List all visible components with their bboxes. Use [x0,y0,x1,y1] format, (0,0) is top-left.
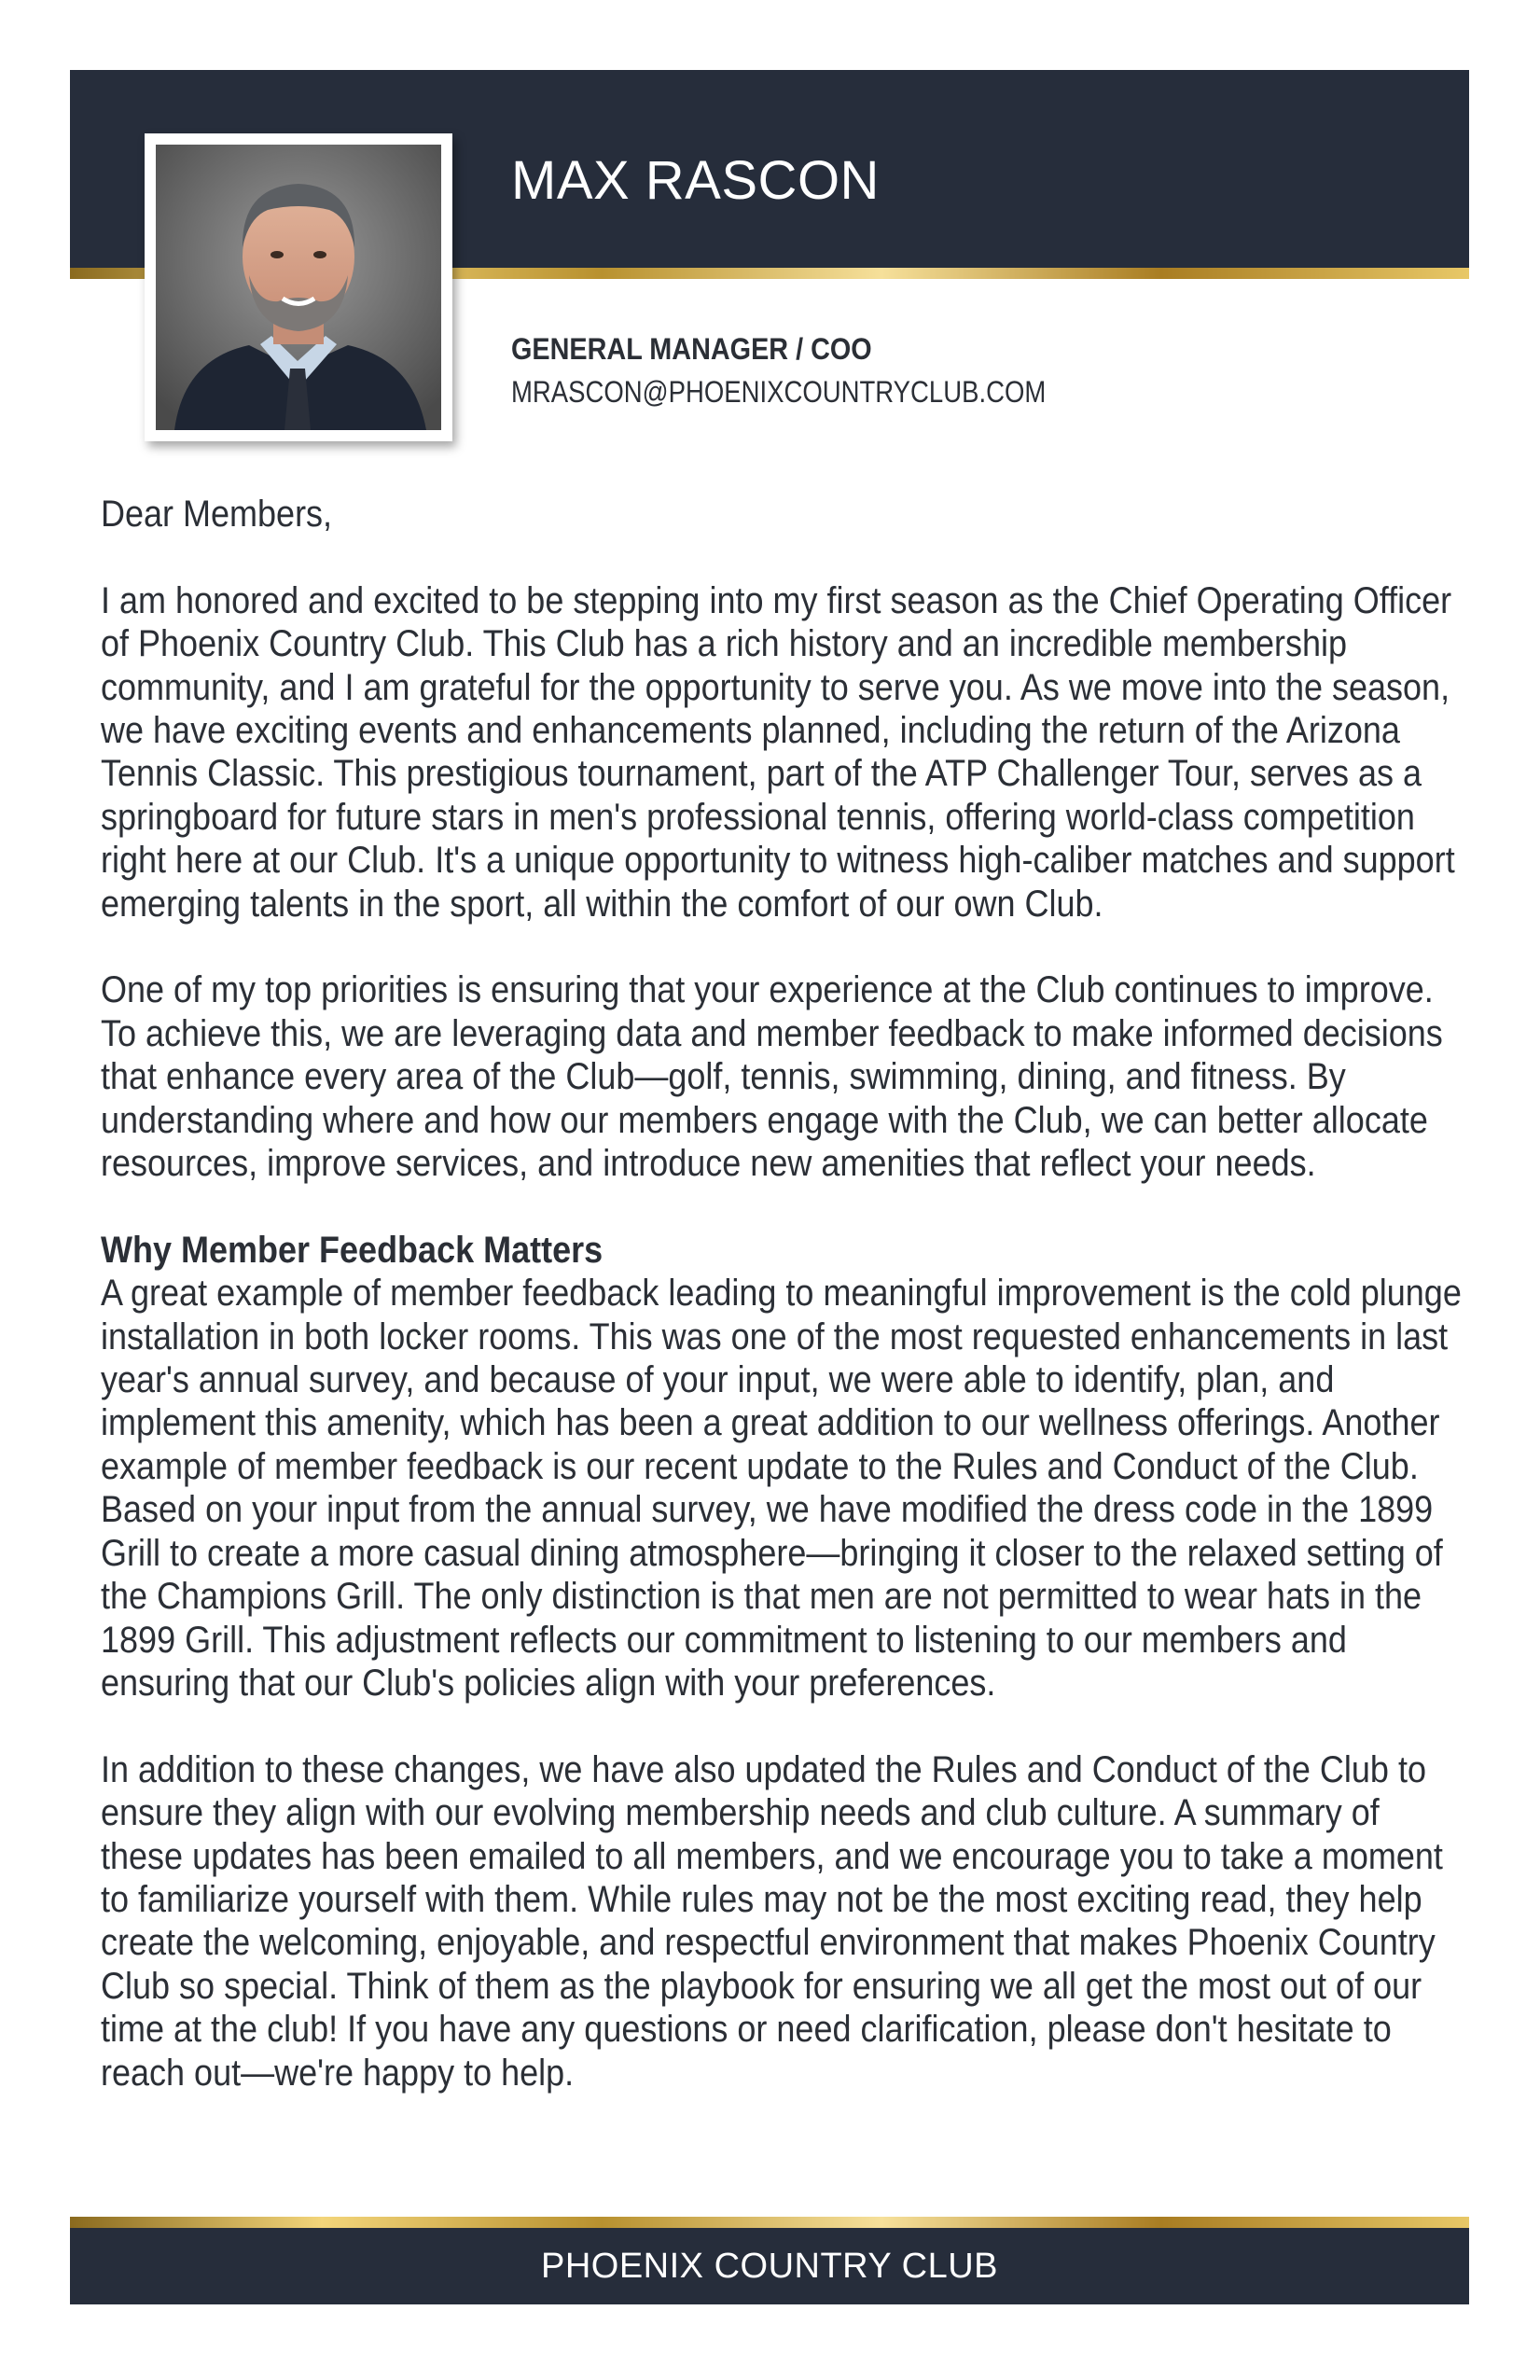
paragraph-1: I am honored and excited to be stepping into my first season as the Chief Operating Officer of Phoenix Country Club. This Club has a rich history and an incredible membership community, and I am grateful for the opportunity to serve you. As we move into the season, we have exciting events and enhancements planned, including the return of the Arizona Tennis Classic. This prestigious tournament, part of the ATP Challenger Tour, serves as a springboard for future stars in men's professional tennis, offering world-class competition right here at our Club. It's a unique opportunity to witness high-caliber matches and support emerging talents in the sport, all within the comfort of our own Club. [101,579,1455,925]
footer-banner [70,2228,1469,2304]
section-heading: Why Member Feedback Matters [101,1229,604,1271]
person-email[interactable]: MRASCON@PHOENIXCOUNTRYCLUB.COM [511,375,1047,409]
footer-club-name: PHOENIX COUNTRY CLUB [540,2247,999,2286]
person-name: MAX RASCON [511,150,880,211]
paragraph-3: A great example of member feedback leading to meaningful improvement is the cold plunge installation in both locker rooms. This was one of the most requested enhancements in last year's annual survey, and because of your input, we were able to identify, plan, and implement this amenity, which has been a great addition to our wellness offerings. Another example of member feedback is our recent update to the Rules and Conduct of the Club. Based on your input from the annual survey, we have modified the dress code in the 1899 Grill to create a more casual dining atmosphere—bringing it closer to the relaxed setting of the Champions Grill. The only distinction is that men are not permitted to wear hats in the 1899 Grill. This adjustment reflects our commitment to listening to our members and ensuring that our Club's policies align with your preferences. [101,1273,1462,1704]
portrait-photo [145,133,452,441]
paragraph-4: In addition to these changes, we have also updated the Rules and Conduct of the Club to ensure they align with our evolving membership needs and club culture. A summary of these updates has been emailed to all members, and we encourage you to take a moment to familiarize yourself with them. While rules may not be the most exciting read, they help create the welcoming, enjoyable, and respectful environment that makes Phoenix Country Club so special. Think of them as the playbook for ensuring we all get the most out of our time at the club! If you have any questions or need clarification, please don't hesitate to reach out—we're happy to help. [101,1748,1443,2094]
portrait-image [156,145,441,430]
letter-body [101,493,1469,2137]
gold-divider-bottom [70,2217,1469,2228]
person-title: GENERAL MANAGER / COO [511,332,872,366]
salutation: Dear Members, [101,494,333,535]
paragraph-2: One of my top priorities is ensuring that your experience at the Club continues to improve. To achieve this, we are leveraging data and member feedback to make informed decisions that enhance every area of the Club—golf, tennis, swimming, dining, and fitness. By understanding where and how our members engage with the Club, we can better allocate resources, improve services, and introduce new amenities that reflect your needs. [101,969,1443,1185]
